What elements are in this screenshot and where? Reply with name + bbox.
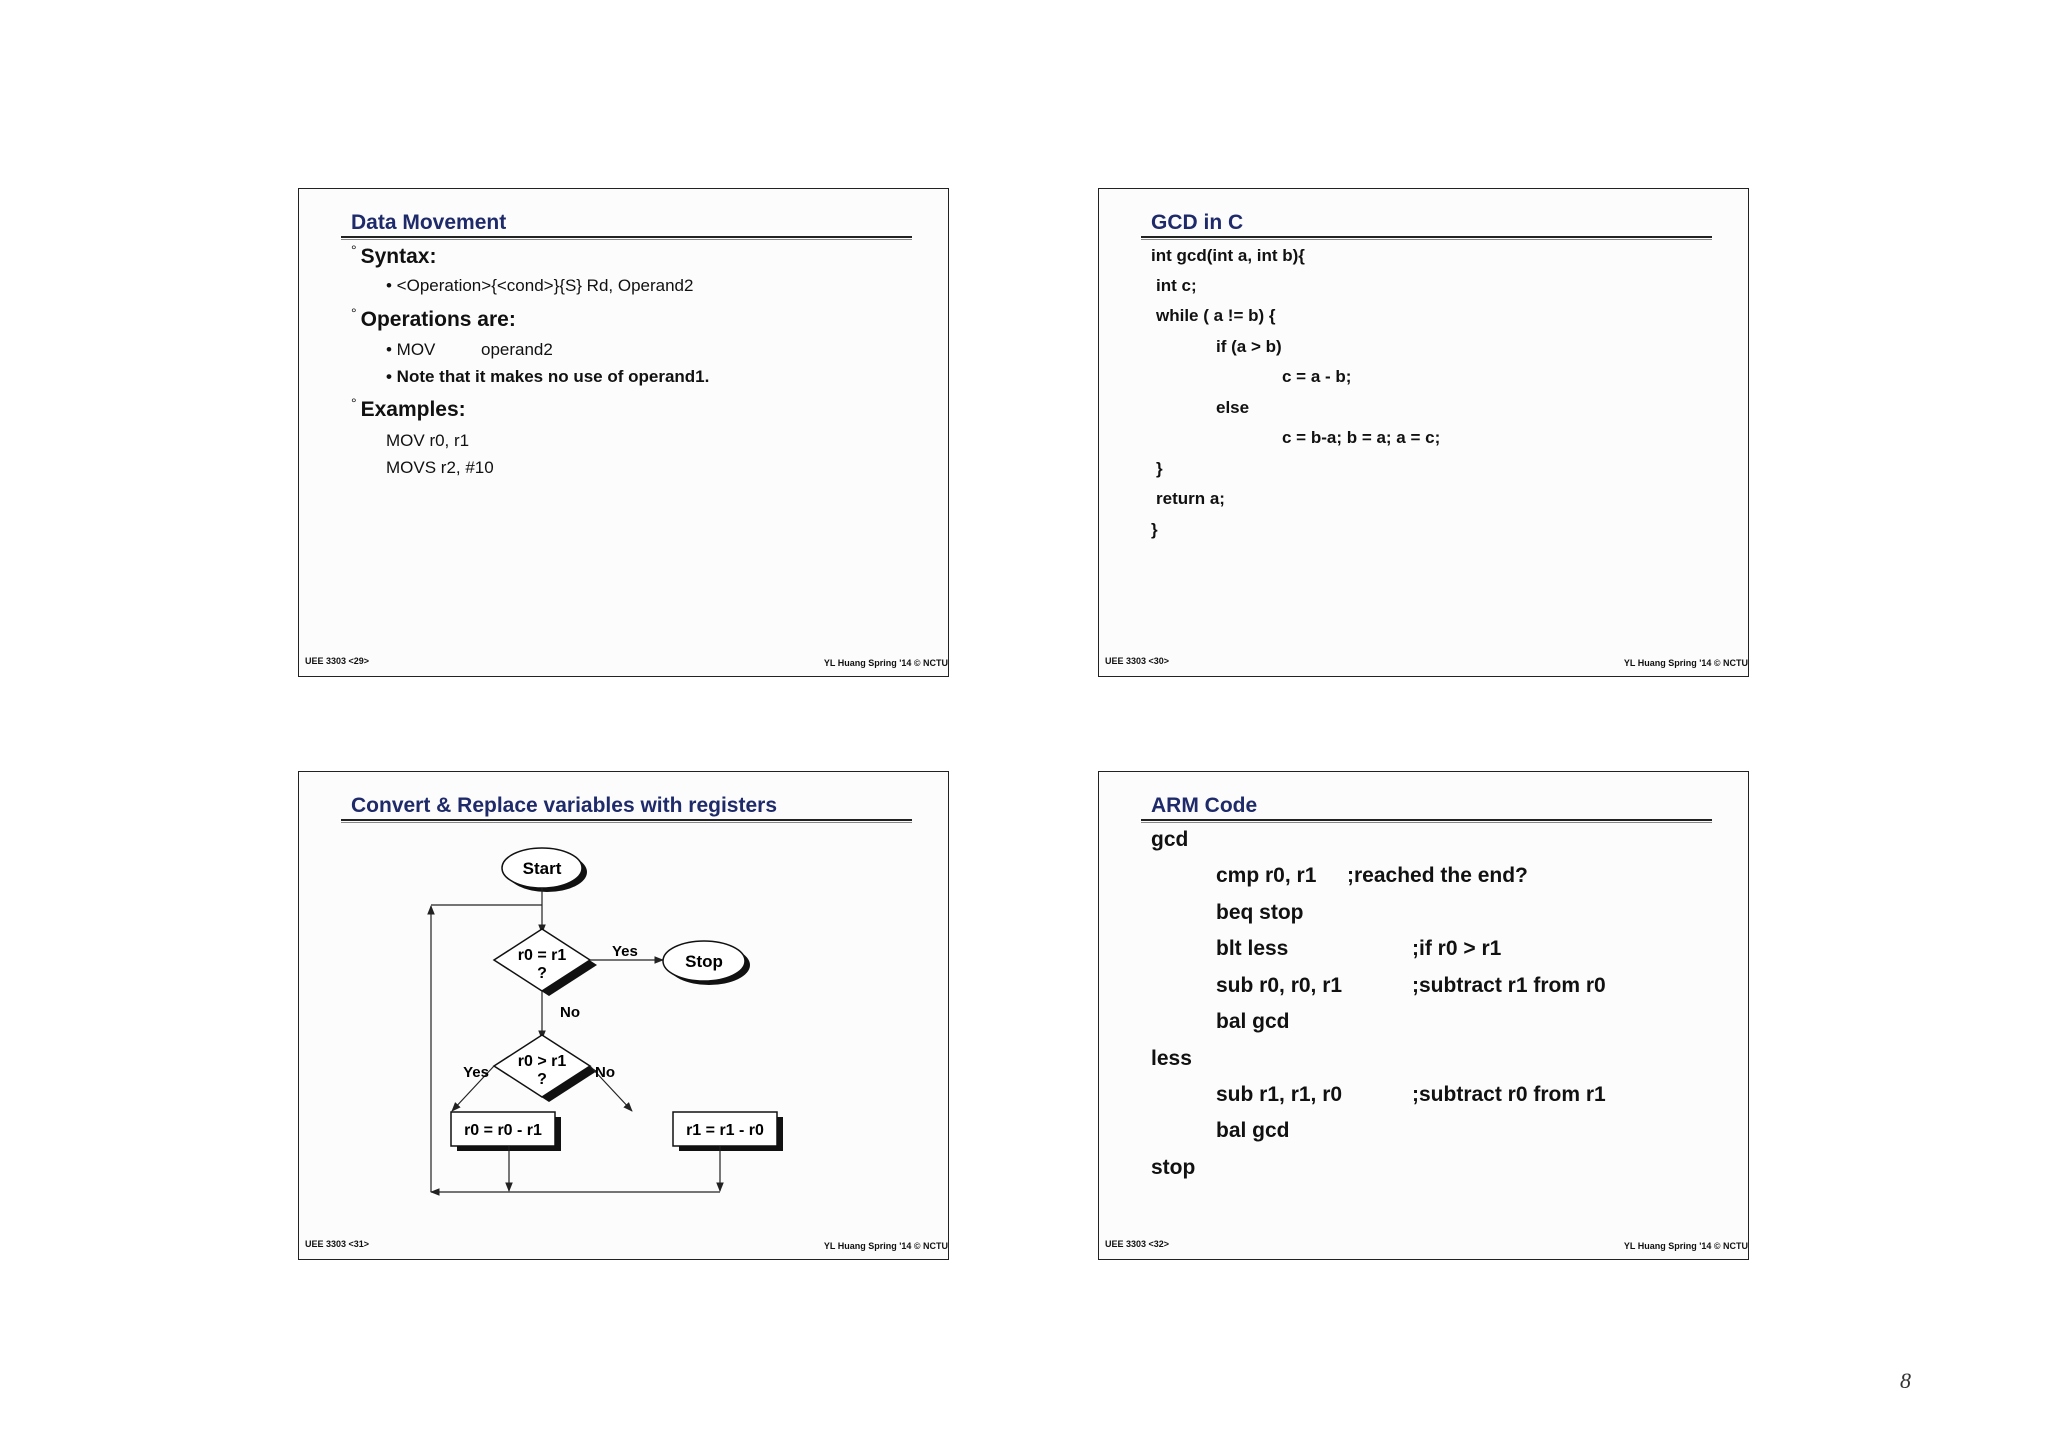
code-line: else [1216,398,1250,417]
example-1: MOV r0, r1 [386,431,470,450]
example-2: MOVS r2, #10 [386,458,494,477]
asm-instr: sub r1, r1, r0 [1216,1083,1343,1106]
footer-left: UEE 3303 <31> [305,1239,370,1249]
asm-label: less [1151,1047,1192,1070]
asm-instr: bal gcd [1216,1119,1290,1142]
op-note: • Note that it makes no use of operand1. [386,367,710,386]
syntax-heading: ° Syntax: [351,242,437,268]
asm-label: stop [1151,1156,1196,1179]
stop-label: Stop [685,952,723,971]
asm-comment: ;if r0 > r1 [1412,937,1502,960]
footer-right: YL Huang Spring '14 © NCTU [823,1241,948,1251]
code-line: c = a - b; [1282,367,1352,386]
start-label: Start [522,859,562,878]
page-number: 8 [1900,1368,1911,1393]
asm-instr: bal gcd [1216,1010,1290,1033]
slide-title: Data Movement [351,211,507,234]
slide-gcd-in-c [1098,188,1749,677]
slide-title: Convert & Replace variables with registers [351,794,777,817]
op-mov: • MOV [386,340,436,359]
footer-right: YL Huang Spring '14 © NCTU [1623,658,1748,668]
footer-right: YL Huang Spring '14 © NCTU [823,658,948,668]
footer-left: UEE 3303 <32> [1105,1239,1170,1249]
title-rule [1141,819,1712,823]
cond2-line2: ? [537,1071,547,1088]
examples-heading: ° Examples: [351,395,466,421]
slide-arm-code [1098,771,1749,1260]
title-rule [1141,236,1712,240]
slide-title: ARM Code [1151,794,1258,817]
slide-flowchart [298,771,949,1260]
flowchart [299,772,950,1261]
title-rule [341,236,912,240]
cond1-line1: r0 = r1 [517,947,567,964]
operations-heading: ° Operations are: [351,305,516,331]
cond1-line2: ? [537,965,547,982]
asm-instr: sub r0, r0, r1 [1216,974,1343,997]
cond2-line1: r0 > r1 [517,1053,567,1070]
code-line: } [1156,459,1163,478]
code-line: return a; [1156,489,1225,508]
asm-label: gcd [1151,828,1189,851]
asm-instr: blt less [1216,937,1289,960]
asm-comment: ;subtract r1 from r0 [1412,974,1606,997]
box-left-label: r0 = r0 - r1 [464,1122,542,1139]
code-line: } [1151,520,1158,539]
code-line: int gcd(int a, int b){ [1151,246,1305,265]
asm-instr: cmp r0, r1 [1216,864,1317,887]
syntax-line: • <Operation>{<cond>}{S} Rd, Operand2 [386,276,694,295]
slide-title: GCD in C [1151,211,1244,234]
asm-instr: beq stop [1216,901,1304,924]
box-right-label: r1 = r1 - r0 [686,1122,764,1139]
footer-left: UEE 3303 <29> [305,656,370,666]
asm-comment: ;subtract r0 from r1 [1412,1083,1606,1106]
op-mov-arg: operand2 [481,340,553,359]
code-line: while ( a != b) { [1156,306,1276,325]
code-line: if (a > b) [1216,337,1282,356]
code-line: c = b-a; b = a; a = c; [1282,428,1441,447]
no-label-2: No [595,1064,615,1081]
code-line: int c; [1156,276,1197,295]
footer-right: YL Huang Spring '14 © NCTU [1623,1241,1748,1251]
yes-label-2: Yes [463,1064,489,1081]
asm-comment: ;reached the end? [1347,864,1528,887]
slide-data-movement [298,188,949,677]
footer-left: UEE 3303 <30> [1105,656,1170,666]
no-label-1: No [560,1004,580,1021]
yes-label-1: Yes [612,943,638,960]
